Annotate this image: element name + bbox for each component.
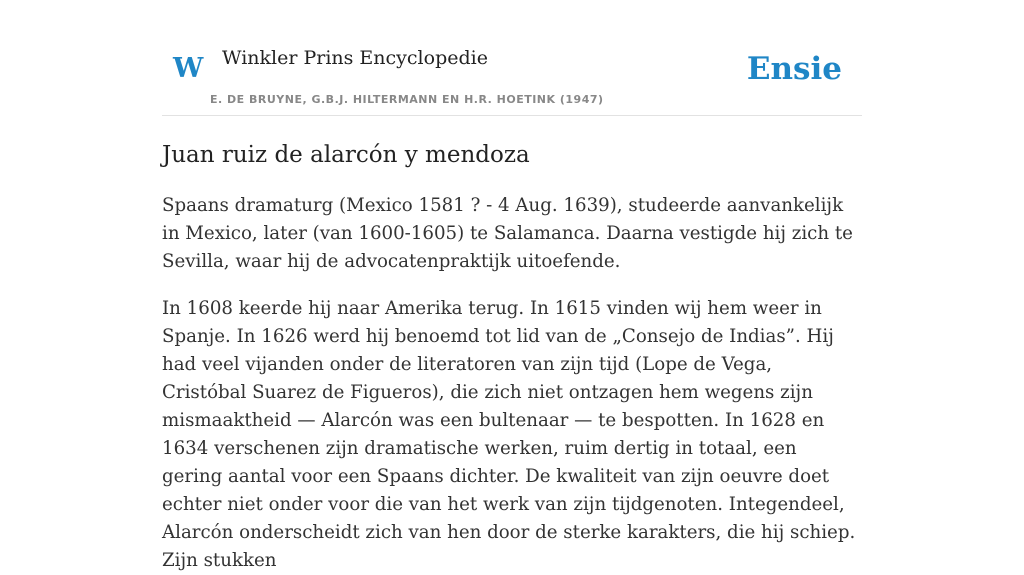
header [162, 0, 862, 116]
publication-title[interactable]: Winkler Prins Encyclopedie [222, 47, 488, 69]
article-title: Juan ruiz de alarcón y mendoza [162, 142, 530, 168]
publication-authors: E. DE BRUYNE, G.B.J. HILTERMANN EN H.R. HOETINK (1947) [210, 93, 604, 106]
ensie-logo[interactable]: Ensie [746, 51, 842, 87]
article-paragraph: In 1608 keerde hij naar Amerika terug. In 1615 vinden wij hem weer in Spanje. In 1626 werd hij benoemd tot lid van de „Consejo de Indias”. Hij had veel vijanden onder de literatoren van zijn tijd (Lope de Vega, Cristóbal Suarez de Figueros), die zich niet ontzagen hem wegens zijn mismaaktheid — Alarcón was een bultenaar — te bespotten. In 1628 en 1634 verschenen zijn dramatische werken, ruim dertig in totaal, een gering aantal voor een Spaans dichter. De kwaliteit van zijn oeuvre doet echter niet onder voor die van het werk van zijn tijdgenoten. Integendeel, Alarcón onderscheidt zich van hen door de sterke karakters, die hij schiep. Zijn stukken [162, 298, 856, 571]
article-paragraph: Spaans dramaturg (Mexico 1581 ? - 4 Aug. 1639), studeerde aanvankelijk in Mexico, later (van 1600-1605) te Salamanca. Daarna vestigde hij zich te Sevilla, waar hij de advocatenpraktijk uitoefende. [162, 195, 853, 272]
winkler-prins-logo[interactable]: W [173, 53, 204, 84]
page-container [162, 0, 862, 571]
